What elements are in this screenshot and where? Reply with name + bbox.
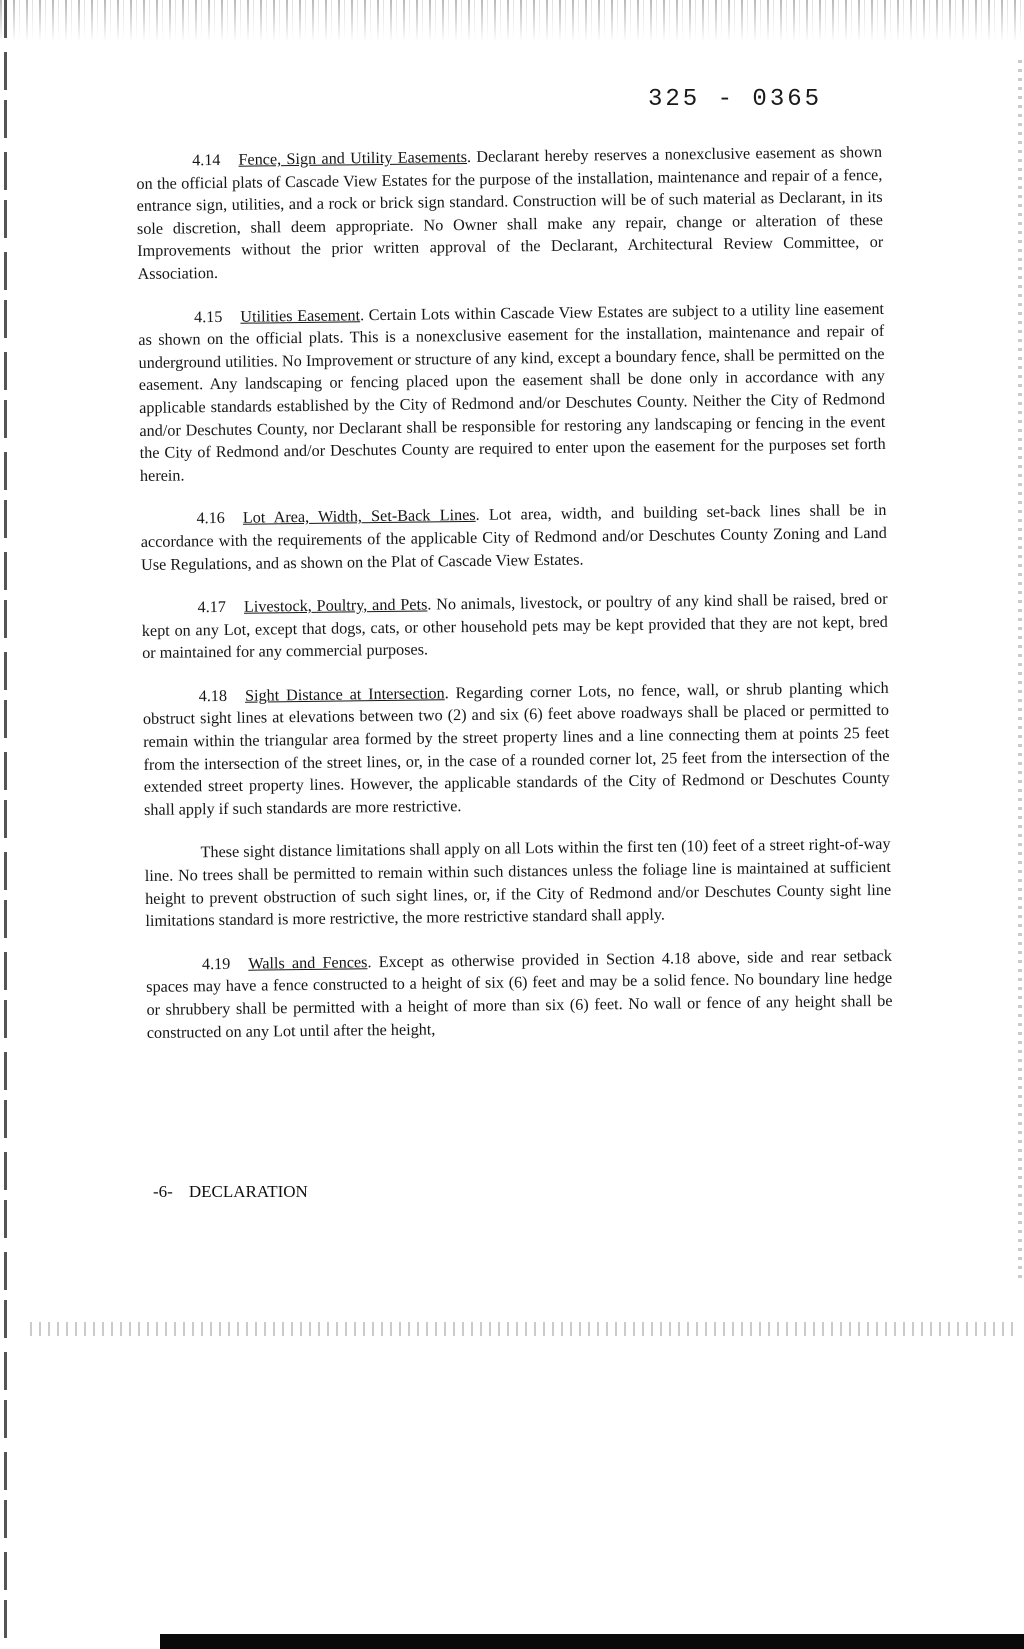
section-heading: Walls and Fences (248, 953, 368, 973)
section-number: 4.18 (198, 686, 228, 706)
section-text: . Lot area, width, and building set-back lines shall be in accordance with the requirements of the applicable City of Redmond and/or Deschutes County Zoning and Land Use Regulations, and as shown on the Plat of Cascade View Estates. (140, 501, 887, 574)
page-footer (153, 1182, 308, 1202)
section-4-19 (146, 945, 893, 1044)
page-number: 325 - 0365 (648, 86, 823, 113)
section-number: 4.15 (193, 307, 223, 326)
section-number: 4.16 (196, 509, 225, 528)
section-number: 4.17 (197, 598, 227, 617)
section-4-14 (136, 141, 884, 286)
scan-edge-left (4, 0, 7, 1649)
section-heading: Lot Area, Width, Set-Back Lines (242, 506, 476, 528)
continuation-paragraph: These sight distance limitations shall apply on all Lots within the first ten (10) feet of a street right-of-way line. No trees shall be permitted to remain within such distances unless the foliage line is maintained at sufficient height to prevent obstruction of such sight lines, or, if the City of Redmond and/or Deschutes County sight line limitations standard is more restrictive, the more restrictive standard shall apply. (144, 835, 892, 931)
document-body (136, 141, 893, 1065)
scan-noise-fold (30, 1322, 1020, 1336)
section-number: 4.14 (192, 150, 221, 170)
section-heading: Utilities Easement (240, 305, 361, 326)
section-heading: Fence, Sign and Utility Easements (238, 147, 468, 169)
section-number: 4.19 (201, 954, 231, 974)
section-4-17 (141, 588, 888, 665)
section-text: . Declarant hereby reserves a nonexclusive easement as shown on the official plats of Cascade View Estates for the purpose of the installation, maintenance and repair of a fence, entrance sign, utilities, and a rock or brick sign standard. Construction will be of such material as Declarant, in its sole discretion, shall deem appropriate. No Owner shall make any repair, change or alteration of these Improvements without the prior written approval of the Declarant, Architectural Review Committee, or Association. (136, 142, 884, 283)
section-4-16 (140, 499, 887, 576)
section-text: . No animals, livestock, or poultry of any kind shall be raised, bred or kept on any Lot, except that dogs, cats, or other household pets may be kept provided that they are not kept, bred or maintained for any commercial purposes. (141, 589, 888, 663)
section-4-15 (138, 297, 886, 487)
footer-page-number: -6- (153, 1182, 173, 1201)
scan-noise-top (0, 0, 1024, 42)
section-4-18 (143, 677, 891, 822)
footer-title: DECLARATION (188, 1182, 308, 1201)
section-heading: Sight Distance at Intersection (244, 684, 445, 705)
section-text: . Certain Lots within Cascade View Estates are subject to a utility line easement as shown on the official plats. This is a nonexclusive easement for the installation, maintenance and repair of underground utilities. No Improvement or structure of any kind, except a boundary fence, shall be permitted on the easement. Any landscaping or fencing placed upon the easement shall be done only in accordance with any applicable standards established by the City of Redmond and/or Deschutes County. Neither the City of Redmond and/or Deschutes County, nor Declarant shall be responsible for restoring any landscaping or fencing in the event the City of Redmond and/or Deschutes County are required to enter upon the easement for the purposes set forth herein. (138, 299, 886, 485)
section-heading: Livestock, Poultry, and Pets (243, 595, 428, 616)
scan-edge-bottom (160, 1634, 1024, 1649)
section-text: . Regarding corner Lots, no fence, wall, or shrub planting which obstruct sight lines at elevations between two (2) and six (6) feet above roadways shall be placed or permitted to remain within the triangular area formed by the street property lines and a line connecting them at points 25 feet from the intersection of the street lines, or, in the case of a rounded corner lot, 25 feet from the intersection of the extended street property lines. However, the applicable standards of the City of Redmond or Deschutes County shall apply if such standards are more restrictive. (142, 678, 890, 819)
scan-edge-right (1018, 60, 1022, 1280)
section-text: . Except as otherwise provided in Section 4.18 above, side and rear setback spaces may have a fence constructed to a height of six (6) feet and may be a solid fence. No boundary line hedge or shrubbery shall be permitted with a height of more than six (6) feet. No wall or fence of any height shall be constructed on any Lot until after the height, (146, 946, 893, 1042)
